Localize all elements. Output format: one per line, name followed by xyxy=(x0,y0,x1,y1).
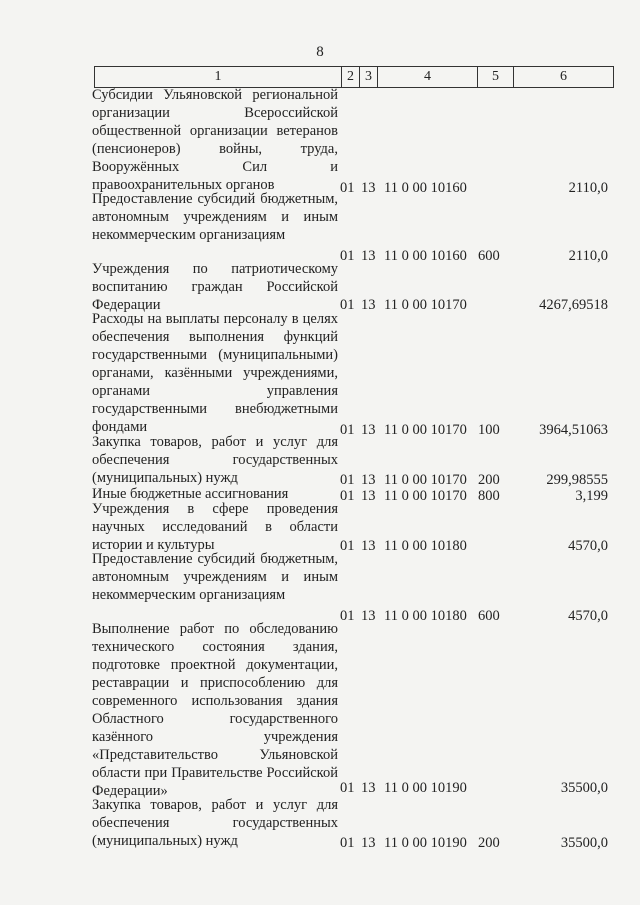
row-razdel: 01 xyxy=(340,488,355,504)
row-description: Учреждения по патриотическому воспитанию граждан Российской Федерации xyxy=(92,261,338,313)
page-number: 8 xyxy=(316,44,324,60)
row-csr: 11 0 00 10170 xyxy=(384,488,467,504)
row-razdel: 01 xyxy=(340,297,355,313)
row-podrazdel: 13 xyxy=(361,780,376,796)
row-sum: 4570,0 xyxy=(568,538,608,554)
row-sum: 4267,69518 xyxy=(539,297,608,313)
row-description: Предоставление субсидий бюджетным, автономным учреждениям и иным некоммерческим организациям xyxy=(92,551,338,603)
row-description: Расходы на выплаты персоналу в целях обеспечения выполнения функций государственными (муниципальными) органами, казёнными учреждениями, органами управления государственными внебюджетными фондами xyxy=(92,311,338,435)
row-podrazdel: 13 xyxy=(361,488,376,504)
row-podrazdel: 13 xyxy=(361,297,376,313)
row-csr: 11 0 00 10170 xyxy=(384,297,467,313)
row-description: Закупка товаров, работ и услуг для обеспечения государственных (муниципальных) нужд xyxy=(92,797,338,849)
row-razdel: 01 xyxy=(340,248,355,264)
row-sum: 3964,51063 xyxy=(539,422,608,438)
row-razdel: 01 xyxy=(340,608,355,624)
row-razdel: 01 xyxy=(340,538,355,554)
row-vr: 600 xyxy=(478,248,500,264)
row-csr: 11 0 00 10190 xyxy=(384,780,467,796)
row-csr: 11 0 00 10180 xyxy=(384,538,467,554)
header-col-4: 4 xyxy=(378,67,478,87)
row-sum: 2110,0 xyxy=(568,248,608,264)
row-csr: 11 0 00 10170 xyxy=(384,422,467,438)
row-razdel: 01 xyxy=(340,780,355,796)
row-podrazdel: 13 xyxy=(361,472,376,488)
row-razdel: 01 xyxy=(340,422,355,438)
row-sum: 299,98555 xyxy=(546,472,608,488)
row-vr: 800 xyxy=(478,488,500,504)
row-description: Учреждения в сфере проведения научных исследований в области истории и культуры xyxy=(92,501,338,553)
row-description: Закупка товаров, работ и услуг для обеспечения государственных (муниципальных) нужд xyxy=(92,434,338,486)
row-description: Выполнение работ по обследованию технического состояния здания, подготовке проектной документации, реставрации и приспособлению для современного использования здания Областного государственного казённого учреждения «Представительство Ульяновской области при Правительстве Российской Федерации» xyxy=(92,621,338,799)
row-podrazdel: 13 xyxy=(361,422,376,438)
row-razdel: 01 xyxy=(340,835,355,851)
row-razdel: 01 xyxy=(340,472,355,488)
header-col-3: 3 xyxy=(360,67,378,87)
row-csr: 11 0 00 10170 xyxy=(384,472,467,488)
header-col-5: 5 xyxy=(478,67,514,87)
row-razdel: 01 xyxy=(340,180,355,196)
row-csr: 11 0 00 10160 xyxy=(384,248,467,264)
row-csr: 11 0 00 10180 xyxy=(384,608,467,624)
row-sum: 3,199 xyxy=(575,488,608,504)
row-description: Иные бюджетные ассигнования xyxy=(92,486,289,502)
row-sum: 35500,0 xyxy=(560,835,608,851)
row-vr: 200 xyxy=(478,835,500,851)
row-podrazdel: 13 xyxy=(361,180,376,196)
header-col-1: 1 xyxy=(95,67,342,87)
row-csr: 11 0 00 10160 xyxy=(384,180,467,196)
row-podrazdel: 13 xyxy=(361,538,376,554)
row-vr: 600 xyxy=(478,608,500,624)
table-header xyxy=(94,66,614,88)
row-podrazdel: 13 xyxy=(361,248,376,264)
header-col-6: 6 xyxy=(560,69,567,84)
row-vr: 100 xyxy=(478,422,500,438)
row-description: Предоставление субсидий бюджетным, автономным учреждениям и иным некоммерческим организациям xyxy=(92,191,338,243)
row-podrazdel: 13 xyxy=(361,835,376,851)
row-sum: 4570,0 xyxy=(568,608,608,624)
row-description: Субсидии Ульяновской региональной организации Всероссийской общественной организации ветеранов (пенсионеров) войны, труда, Вооружённых Сил и правоохранительных органов xyxy=(92,87,338,193)
row-vr: 200 xyxy=(478,472,500,488)
header-col-2: 2 xyxy=(342,67,360,87)
row-sum: 2110,0 xyxy=(568,180,608,196)
row-sum: 35500,0 xyxy=(560,780,608,796)
row-podrazdel: 13 xyxy=(361,608,376,624)
row-csr: 11 0 00 10190 xyxy=(384,835,467,851)
